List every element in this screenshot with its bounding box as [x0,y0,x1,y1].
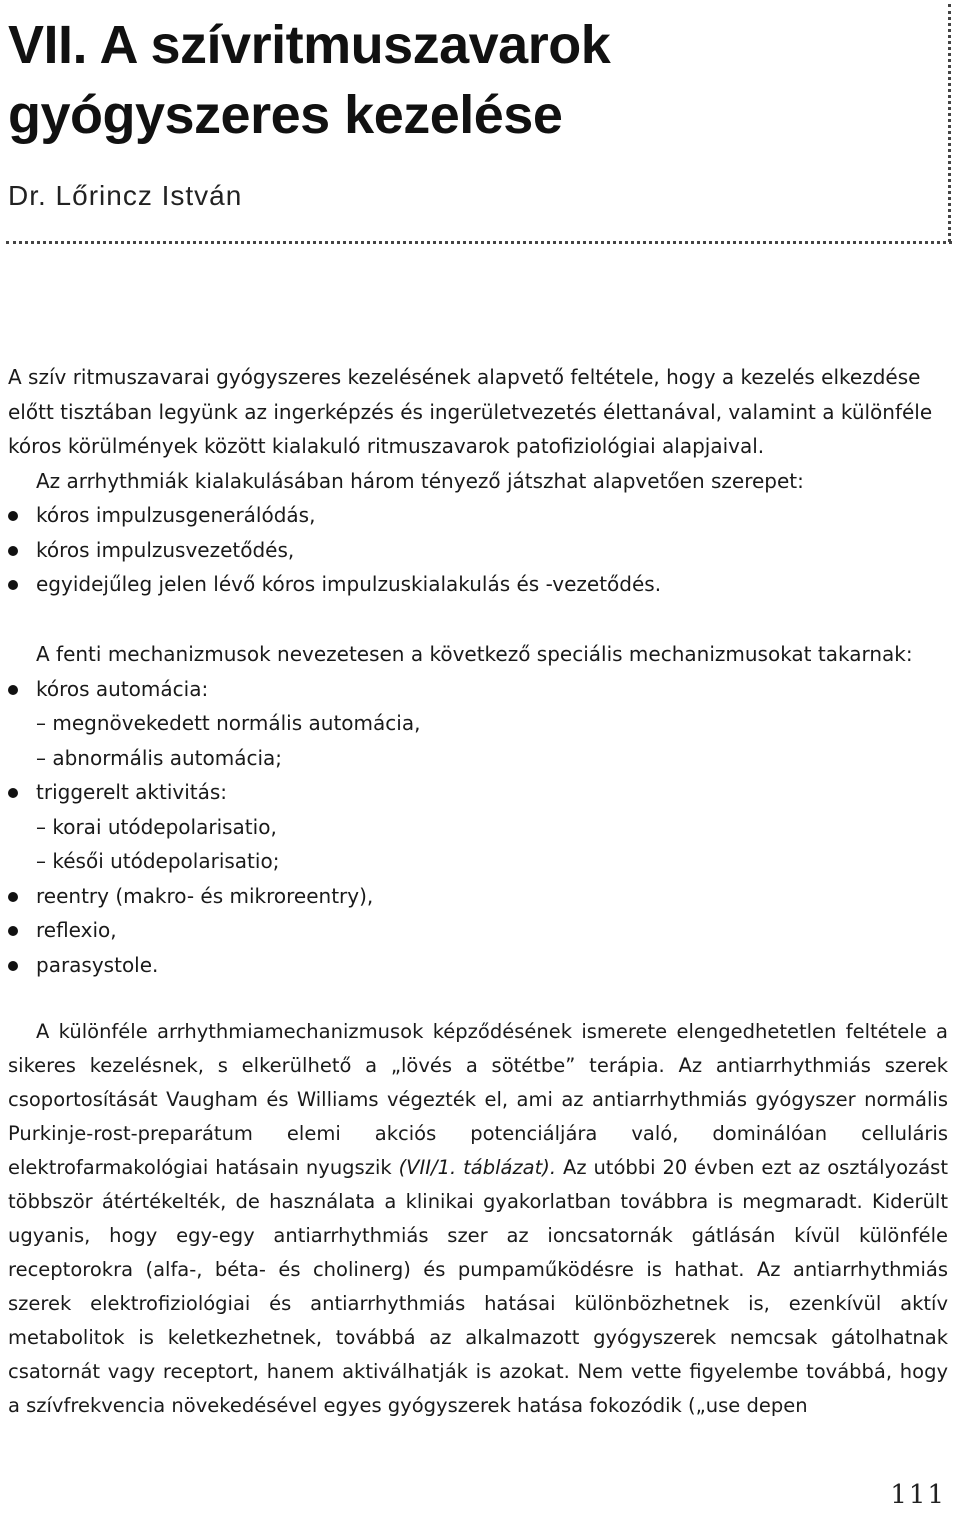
bullet-icon [8,546,18,556]
list-item: kóros automácia: [8,672,948,707]
intro-section [8,360,948,602]
chapter-title-line2: gyógyszeres kezelése [8,85,563,145]
bullet-icon [8,961,18,971]
body-paragraph: A különféle arrhythmiamechanizmusok képződésének ismerete elengedhetetlen feltétele a sikeres kezelésnek, s elkerülhető a „lövés a sötétbe” terápia. Az antiarrhythmiás szerek csoportosítását Vaugham és Williams végezték el, ami az antiarrhythmiás gyógyszer normális Purkinje-rost-preparátum elemi akciós potenciáljára való, dominálóan celluláris elektrofarmakológiai hatásain nyugszik (VII/1. táblázat). Az utóbbi 20 évben ezt az osztályozást többször átértékelték, de használata a klinikai gyakorlatban továbbra is megmaradt. Kiderült ugyanis, hogy egy-egy antiarrhythmiás szer az ioncsatornák gátlásán kívül különféle receptorokra (alfa-, béta- és cholinerg) és pumpaműködésre is hathat. Az antiarrhythmiás szerek elektrofiziológiai és antiarrhythmiás hatásai különbözhetnek is, ezenkívül aktív metabolitok is keletkezhetnek, továbbá az alkalmazott gyógyszerek nemcsak gátolhatnak csatornát vagy receptort, hanem aktiválhatják is azokat. Nem vette figyelembe továbbá, hogy a szívfrekvencia növekedésével egyes gyógyszerek hatása fokozódik („use depen [8,1020,948,1417]
bullet-icon [8,511,18,521]
header-dotted-side-border [948,4,951,242]
bullet-icon [8,926,18,936]
list-item: egyidejűleg jelen lévő kóros impulzuskialakulás és -vezetődés. [8,567,948,602]
list-item: reflexio, [8,913,948,948]
author-name: Dr. Lőrincz István [8,180,243,211]
page-number: 111 [890,1480,946,1510]
list-item: reentry (makro- és mikroreentry), [8,879,948,914]
bullet-icon [8,892,18,902]
chapter-title-line1: VII. A szívritmuszavarok [8,15,611,75]
sub-list-item: – korai utódepolarisatio, [36,814,277,839]
sub-list-item: – megnövekedett normális automácia, [36,711,421,735]
bullet-icon [8,788,18,798]
mechanisms-list [8,672,948,983]
bullet-icon [8,685,18,695]
mechanisms-lead: A fenti mechanizmusok nevezetesen a következő speciális mechanizmusokat takarnak: [36,642,913,666]
sub-list-item: – késői utódepolarisatio; [36,849,280,873]
sub-list-item: – abnormális automácia; [36,745,283,770]
bullet-icon [8,580,18,590]
chapter-title [8,10,610,150]
intro-paragraph: A szív ritmuszavarai gyógyszeres kezelésének alapvető feltétele, hogy a kezelés elkezdése előtt tisztában legyünk az ingerképzés és ingerületvezetés élettanával, valamint a különféle kóros körülmények között kialakuló ritmuszavarok patofiziológiai alapjaival. [8,365,933,458]
factors-list [8,498,948,602]
list-item: kóros impulzusvezetődés, [8,533,948,568]
list-item: triggerelt aktivitás: [8,775,948,810]
header-dotted-divider [6,241,952,244]
factors-lead: Az arrhythmiák kialakulásában három tényező játszhat alapvetően szerepet: [36,468,804,493]
list-item: kóros impulzusgenerálódás, [8,498,948,533]
mechanisms-section [8,637,948,982]
table-reference: (VII/1. táblázat). [398,1156,557,1179]
body-section [8,1015,948,1423]
list-item: parasystole. [8,948,948,983]
